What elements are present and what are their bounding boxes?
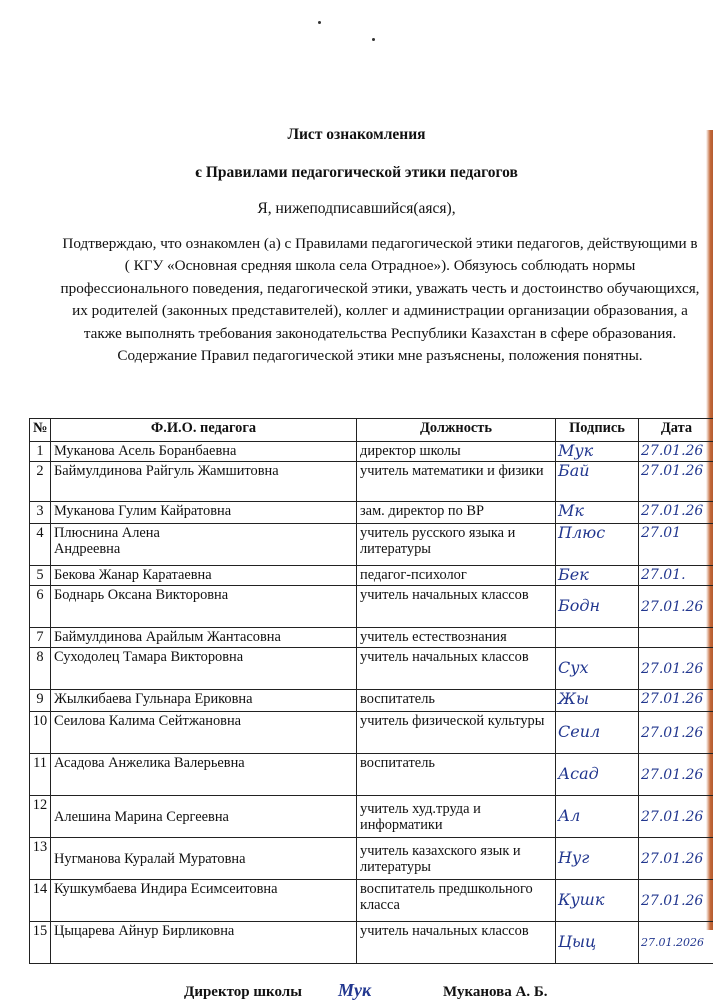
row-number: 3 — [30, 502, 51, 524]
table-row — [30, 628, 713, 648]
handwritten-date: 27.01.26 — [641, 892, 704, 909]
teacher-name: Жылкибаева Гульнара Ериковна — [51, 690, 357, 712]
handwritten-signature: Цыц — [558, 932, 597, 951]
teacher-position: зам. директор по ВР — [357, 502, 556, 524]
teacher-position: учитель худ.труда и информатики — [357, 796, 556, 838]
column-header-position: Должность — [357, 419, 556, 442]
row-number: 6 — [30, 586, 51, 628]
handwritten-date: 27.01.26 — [641, 463, 704, 479]
table-header-row — [30, 419, 713, 442]
table-row — [30, 566, 713, 586]
teacher-name: Кушкумбаева Индира Есимсеитовна — [51, 880, 357, 922]
handwritten-signature: Плюс — [558, 523, 606, 542]
teacher-name: Цыцарева Айнур Бирликовна — [51, 922, 357, 964]
teacher-name: Бекова Жанар Каратаевна — [51, 566, 357, 586]
teacher-position: педагог-психолог — [357, 566, 556, 586]
handwritten-date: 27.01.26 — [641, 724, 704, 741]
column-header-name: Ф.И.О. педагога — [51, 419, 357, 442]
row-number: 5 — [30, 566, 51, 586]
teacher-position: учитель казахского язык и литературы — [357, 838, 556, 880]
handwritten-signature: Асад — [558, 764, 599, 783]
row-number: 10 — [30, 712, 51, 754]
table-row — [30, 880, 713, 922]
handwritten-date: 27.01 — [641, 525, 682, 541]
handwritten-signature: Бек — [558, 565, 589, 584]
table-row — [30, 922, 713, 964]
column-header-number: № — [30, 419, 51, 442]
handwritten-signature: Кушк — [558, 890, 605, 909]
column-header-date: Дата — [639, 419, 713, 442]
director-signature: Мук — [338, 980, 372, 1000]
handwritten-date: 27.01.26 — [641, 598, 704, 615]
teacher-name: Суходолец Тамара Викторовна — [51, 648, 357, 690]
teacher-position: учитель физической культуры — [357, 712, 556, 754]
table-row — [30, 442, 713, 462]
table-row — [30, 462, 713, 502]
teacher-position: учитель начальных классов — [357, 586, 556, 628]
teacher-name: Нугманова Куралай Муратовна — [51, 838, 357, 880]
row-number: 14 — [30, 880, 51, 922]
teacher-position: учитель начальных классов — [357, 922, 556, 964]
teacher-name: Асадова Анжелика Валерьевна — [51, 754, 357, 796]
row-number: 7 — [30, 628, 51, 648]
handwritten-signature: Нуг — [558, 848, 590, 867]
handwritten-signature: Бай — [558, 461, 590, 480]
document-subtitle: с Правилами педагогической этики педагогов — [195, 164, 518, 181]
teacher-name: Баймулдинова Арайлым Жантасовна — [51, 628, 357, 648]
table-row — [30, 690, 713, 712]
scan-speck — [372, 38, 375, 41]
declaration-body: Подтверждаю, что ознакомлен (а) с Правилами педагогической этики педагогов, действующими в ( КГУ «Основная средняя школа села Отрадное»). Обязуюсь соблюдать нормы профессионального поведения, педагогической этики, уважать честь и достоинство обучающихся, их родителей (законных представителей), коллег и администрации организации образования, а также выполнять требования законодательства Республики Казахстан в сфере образования. Содержание Правил педагогической этики мне разъяснены, положения понятны. — [60, 235, 700, 365]
teacher-position: учитель начальных классов — [357, 648, 556, 690]
teacher-name: Алешина Марина Сергеевна — [51, 796, 357, 838]
teacher-position: воспитатель — [357, 754, 556, 796]
director-title: Директор школы — [184, 984, 302, 1000]
column-header-signature: Подпись — [556, 419, 639, 442]
teacher-name: Муканова Асель Боранбаевна — [51, 442, 357, 462]
teacher-name: Боднарь Оксана Викторовна — [51, 586, 357, 628]
teacher-position: директор школы — [357, 442, 556, 462]
handwritten-signature: Ал — [558, 806, 581, 825]
table-row — [30, 648, 713, 690]
document-footer — [0, 980, 713, 1008]
row-number: 15 — [30, 922, 51, 964]
row-number: 13 — [30, 838, 51, 880]
document-title: Лист ознакомления — [287, 126, 426, 143]
handwritten-date: 27.01.26 — [641, 443, 704, 459]
handwritten-date: 27.01.26 — [641, 691, 704, 707]
table-row — [30, 586, 713, 628]
teacher-position: учитель математики и физики — [357, 462, 556, 502]
scan-speck — [318, 21, 321, 24]
handwritten-date: 27.01.26 — [641, 503, 704, 519]
row-number: 4 — [30, 524, 51, 566]
director-name: Муканова А. Б. — [443, 984, 548, 1000]
handwritten-date: 27.01.2026 — [641, 936, 704, 949]
teacher-position: учитель русского языка и литературы — [357, 524, 556, 566]
table-row — [30, 502, 713, 524]
handwritten-signature: Сух — [558, 658, 589, 677]
handwritten-signature: Мук — [558, 441, 594, 460]
handwritten-signature: Бодн — [558, 596, 601, 615]
row-number: 8 — [30, 648, 51, 690]
teacher-name: Муканова Гулим Кайратовна — [51, 502, 357, 524]
table-row — [30, 712, 713, 754]
teacher-position: учитель естествознания — [357, 628, 556, 648]
table-row — [30, 796, 713, 838]
teacher-name-text: Плюснина Алена Андреевна — [54, 525, 160, 557]
table-row — [30, 754, 713, 796]
handwritten-date: 27.01.26 — [641, 808, 704, 825]
handwritten-signature: Сеил — [558, 722, 601, 741]
row-number: 12 — [30, 796, 51, 838]
declaration-line: Я, нижеподписавшийся(аяся), — [257, 200, 456, 217]
acknowledgement-table — [29, 418, 713, 964]
handwritten-date: 27.01.26 — [641, 766, 704, 783]
teacher-name: Баймулдинова Райгуль Жамшитовна — [51, 462, 357, 502]
row-number: 1 — [30, 442, 51, 462]
row-number: 2 — [30, 462, 51, 502]
table-row — [30, 838, 713, 880]
handwritten-date: 27.01.26 — [641, 850, 704, 867]
teacher-name: Сеилова Калима Сейтжановна — [51, 712, 357, 754]
teacher-position: воспитатель — [357, 690, 556, 712]
handwritten-date: 27.01.26 — [641, 660, 704, 677]
handwritten-signature: Жы — [558, 689, 590, 708]
handwritten-date: 27.01. — [641, 567, 686, 583]
teacher-position: воспитатель предшкольного класса — [357, 880, 556, 922]
teacher-name — [51, 524, 357, 566]
table-row — [30, 524, 713, 566]
row-number: 9 — [30, 690, 51, 712]
row-number: 11 — [30, 754, 51, 796]
handwritten-signature: Мк — [558, 501, 584, 520]
